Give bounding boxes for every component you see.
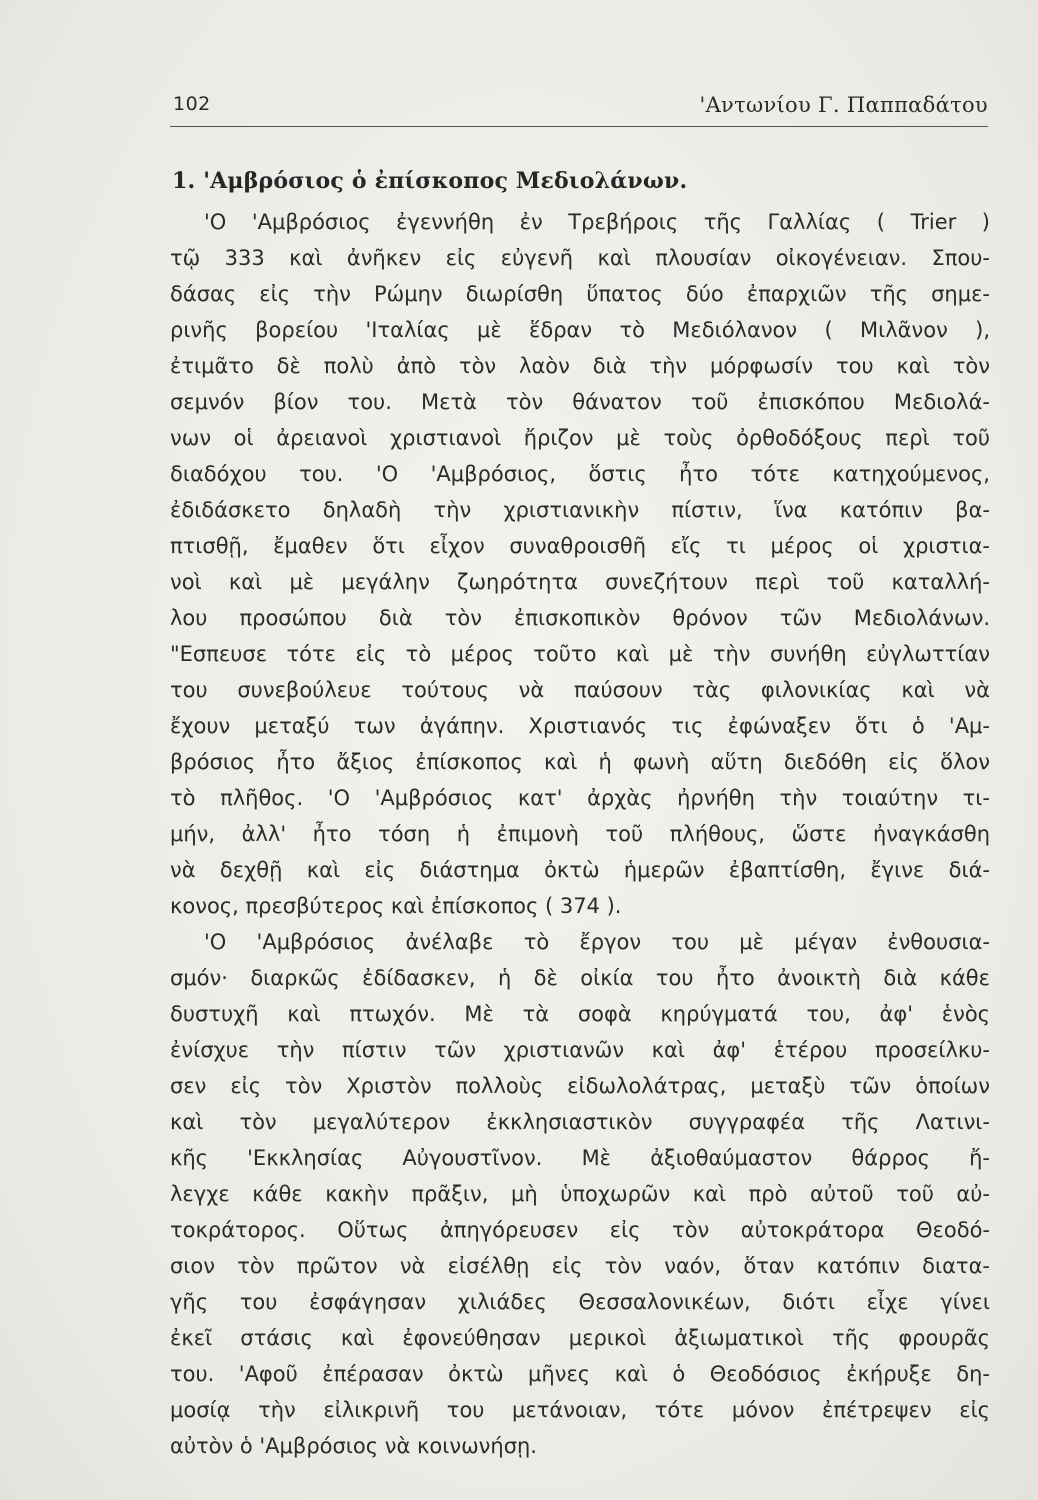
body-text [170, 204, 990, 1464]
text-line: γῆς του ἐσφάγησαν χιλιάδες Θεσσαλονικέων, διότι εἶχε γίνει [170, 1290, 990, 1314]
text-line: ἐδιδάσκετο δηλαδὴ τὴν χριστιανικὴν πίστιν, ἵνα κατόπιν βα- [170, 498, 990, 522]
text-line: του. 'Αφοῦ ἐπέρασαν ὀκτὼ μῆνες καὶ ὁ Θεοδόσιος ἐκήρυξε δη- [170, 1362, 990, 1386]
text-line: λου προσώπου διὰ τὸν ἐπισκοπικὸν θρόνον τῶν Μεδιολάνων. [170, 606, 990, 630]
text-line: δάσας εἰς τὴν Ρώμην διωρίσθη ὕπατος δύο ἐπαρχιῶν τῆς σημε- [170, 282, 990, 306]
text-line: "Εσπευσε τότε εἰς τὸ μέρος τοῦτο καὶ μὲ τὴν συνήθη εὐγλωττίαν [170, 642, 990, 666]
text-line: λεγχε κάθε κακὴν πρᾶξιν, μὴ ὑποχωρῶν καὶ πρὸ αὐτοῦ τοῦ αὐ- [170, 1182, 990, 1206]
text-line: πτισθῇ, ἔμαθεν ὅτι εἶχον συναθροισθῆ εἴς τι μέρος οἱ χριστια- [170, 534, 990, 558]
text-line: κονος, πρεσβύτερος καὶ ἐπίσκοπος ( 374 ). [170, 894, 622, 918]
page-number: 102 [173, 93, 211, 115]
text-line: σμόν· διαρκῶς ἐδίδασκεν, ἡ δὲ οἰκία του ἦτο ἀνοικτὴ διὰ κάθε [170, 966, 990, 990]
text-line: βρόσιος ἦτο ἄξιος ἐπίσκοπος καὶ ἡ φωνὴ αὕτη διεδόθη εἰς ὅλον [170, 750, 990, 774]
text-line: ἔχουν μεταξύ των ἀγάπην. Χριστιανός τις ἐφώναξεν ὅτι ὁ 'Αμ- [170, 714, 990, 738]
text-line: κῆς 'Εκκλησίας Αὐγουστῖνον. Μὲ ἀξιοθαύμαστον θάρρος ἤ- [170, 1146, 990, 1170]
text-line: τοκράτορος. Οὕτως ἀπηγόρευσεν εἰς τὸν αὐτοκράτορα Θεοδό- [170, 1218, 990, 1242]
text-line: νὰ δεχθῇ καὶ εἰς διάστημα ὀκτὼ ἡμερῶν ἐβαπτίσθη, ἔγινε διά- [170, 858, 990, 882]
text-line: τὸ πλῆθος. 'Ο 'Αμβρόσιος κατ' ἀρχὰς ἠρνήθη τὴν τοιαύτην τι- [170, 786, 990, 810]
header-rule [170, 126, 988, 127]
text-line: σεν εἰς τὸν Χριστὸν πολλοὺς εἰδωλολάτρας, μεταξὺ τῶν ὁποίων [170, 1074, 990, 1098]
text-line: 'Ο 'Αμβρόσιος ἀνέλαβε τὸ ἔργον του μὲ μέγαν ἐνθουσια- [204, 930, 990, 954]
section-heading: 1. 'Αμβρόσιος ὁ ἐπίσκοπος Μεδιολάνων. [172, 168, 688, 194]
page-header [170, 93, 988, 125]
text-line: δυστυχῆ καὶ πτωχόν. Μὲ τὰ σοφὰ κηρύγματά του, ἀφ' ἑνὸς [170, 1002, 990, 1026]
text-line: ρινῆς βορείου 'Ιταλίας μὲ ἕδραν τὸ Μεδιόλανον ( Μιλᾶνον ), [170, 318, 990, 342]
text-line: τῷ 333 καὶ ἀνῆκεν εἰς εὐγενῆ καὶ πλουσίαν οἰκογένειαν. Σπου- [170, 246, 990, 270]
text-line: ἐκεῖ στάσις καὶ ἐφονεύθησαν μερικοὶ ἀξιωματικοὶ τῆς φρουρᾶς [170, 1326, 990, 1350]
text-line: ἐτιμᾶτο δὲ πολὺ ἀπὸ τὸν λαὸν διὰ τὴν μόρφωσίν του καὶ τὸν [170, 354, 990, 378]
text-line: νοὶ καὶ μὲ μεγάλην ζωηρότητα συνεζήτουν περὶ τοῦ καταλλή- [170, 570, 990, 594]
text-line: νων οἱ ἀρειανοὶ χριστιανοὶ ἤριζον μὲ τοὺς ὀρθοδόξους περὶ τοῦ [170, 426, 990, 450]
text-line: καὶ τὸν μεγαλύτερον ἐκκλησιαστικὸν συγγραφέα τῆς Λατινι- [170, 1110, 990, 1134]
text-line: μοσίᾳ τὴν εἰλικρινῆ του μετάνοιαν, τότε μόνον ἐπέτρεψεν εἰς [170, 1398, 990, 1422]
text-line: του συνεβούλευε τούτους νὰ παύσουν τὰς φιλονικίας καὶ νὰ [170, 678, 990, 702]
running-head-author: 'Αντωνίου Γ. Παππαδάτου [699, 93, 988, 117]
text-line: 'Ο 'Αμβρόσιος ἐγεννήθη ἐν Τρεβήροις τῆς Γαλλίας ( Trier ) [204, 210, 990, 234]
text-line: διαδόχου του. 'Ο 'Αμβρόσιος, ὅστις ἦτο τότε κατηχούμενος, [170, 462, 990, 486]
text-line: σιον τὸν πρῶτον νὰ εἰσέλθῃ εἰς τὸν ναόν, ὅταν κατόπιν διατα- [170, 1254, 990, 1278]
text-line: μήν, ἀλλ' ἦτο τόση ἡ ἐπιμονὴ τοῦ πλήθους, ὥστε ἠναγκάσθη [170, 822, 990, 846]
text-line: ἐνίσχυε τὴν πίστιν τῶν χριστιανῶν καὶ ἀφ' ἑτέρου προσείλκυ- [170, 1038, 990, 1062]
text-line: σεμνόν βίον του. Μετὰ τὸν θάνατον τοῦ ἐπισκόπου Μεδιολά- [170, 390, 990, 414]
text-line: αὐτὸν ὁ 'Αμβρόσιος νὰ κοινωνήσῃ. [170, 1434, 537, 1458]
